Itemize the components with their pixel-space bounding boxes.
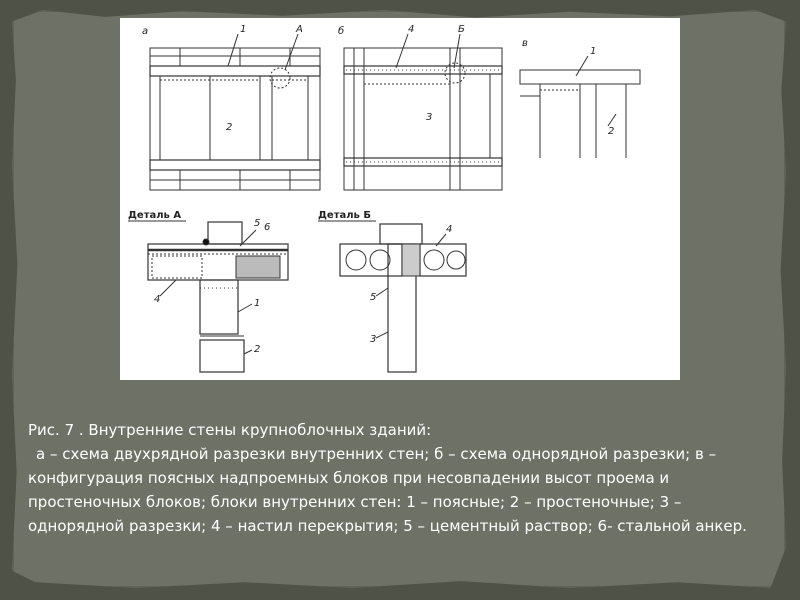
label-a-1: 1 [240, 24, 247, 35]
detail-a-1: 1 [254, 298, 261, 309]
detail-a-4: 4 [154, 294, 161, 305]
label-b-3: 3 [426, 112, 433, 123]
callout-B: Б [458, 24, 465, 35]
detail-b [318, 210, 466, 372]
callout-A: А [296, 24, 303, 35]
label-v-2: 2 [608, 126, 615, 137]
detail-b-title: Деталь Б [318, 210, 371, 221]
detail-a [128, 210, 288, 372]
detail-b-5: 5 [370, 292, 377, 303]
label-b: б [338, 26, 345, 37]
label-v-1: 1 [590, 46, 597, 57]
label-b-4: 4 [408, 24, 415, 35]
figure-drawing [120, 18, 680, 380]
label-a: а [142, 26, 149, 37]
detail-a-2: 2 [254, 344, 261, 355]
detail-b-3: 3 [370, 334, 377, 345]
figure-caption [28, 418, 768, 538]
label-a-2: 2 [226, 122, 233, 133]
caption-title: Рис. 7 . Внутренние стены крупноблочных зданий: [28, 421, 432, 439]
scheme-a [142, 24, 320, 190]
detail-a-6: 6 [264, 222, 271, 233]
scheme-v [520, 38, 640, 158]
detail-b-4: 4 [446, 224, 453, 235]
caption-body: а – схема двухрядной разрезки внутренних стен; б – схема однорядной разрезки; в –конфигурация поясных надпроемных блоков при несовпадении высот проема и простеночных блоков; блоки внутренних стен: 1 – поясные; 2 – простеночные; 3 – однорядной разрезки; 4 – настил перекрытия; 5 – цементный раствор; 6- стальной анкер. [28, 445, 747, 535]
label-v: в [522, 38, 528, 49]
scheme-b [338, 24, 502, 190]
detail-a-5: 5 [254, 218, 261, 229]
detail-a-title: Деталь А [128, 210, 182, 221]
